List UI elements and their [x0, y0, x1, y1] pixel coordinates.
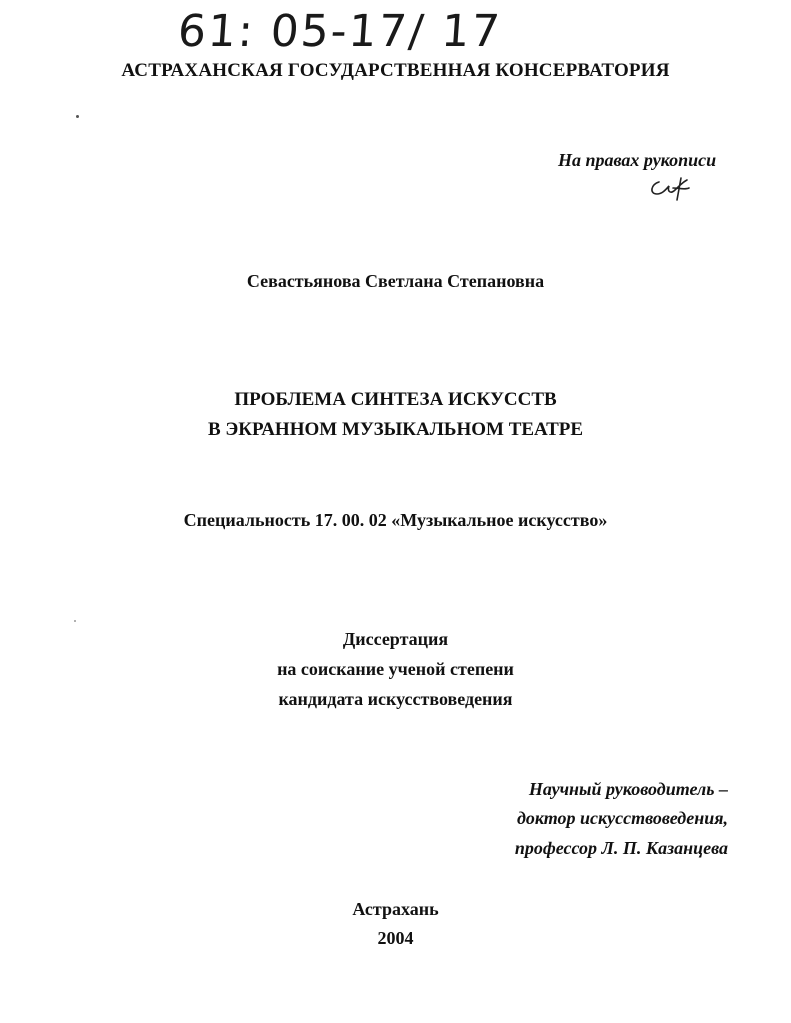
- supervisor-line: доктор искусствоведения,: [516, 808, 728, 828]
- institution-name: АСТРАХАНСКАЯ ГОСУДАРСТВЕННАЯ КОНСЕРВАТОРИЯ: [121, 60, 670, 81]
- city: Астрахань: [352, 899, 439, 919]
- scan-speck: [74, 620, 76, 622]
- dissertation-line: на соискание ученой степени: [277, 659, 514, 679]
- rights-note: На правах рукописи: [558, 150, 717, 170]
- year: 2004: [377, 928, 414, 948]
- title-line: В ЭКРАННОМ МУЗЫКАЛЬНОМ ТЕАТРЕ: [207, 419, 584, 440]
- scan-speck: [76, 115, 79, 118]
- supervisor-line: профессор Л. П. Казанцева: [514, 838, 728, 858]
- title-line: ПРОБЛЕМА СИНТЕЗА ИСКУССТВ: [234, 389, 557, 410]
- handwritten-archive-code: 61: 05-17/ 17: [176, 6, 504, 57]
- supervisor-line: Научный руководитель –: [528, 779, 728, 799]
- dissertation-line: Диссертация: [342, 629, 449, 649]
- signature-mark: [645, 174, 695, 204]
- speciality: Специальность 17. 00. 02 «Музыкальное искусство»: [183, 510, 608, 530]
- dissertation-line: кандидата искусствоведения: [278, 689, 513, 709]
- author-name: Севастьянова Светлана Степановна: [246, 271, 545, 291]
